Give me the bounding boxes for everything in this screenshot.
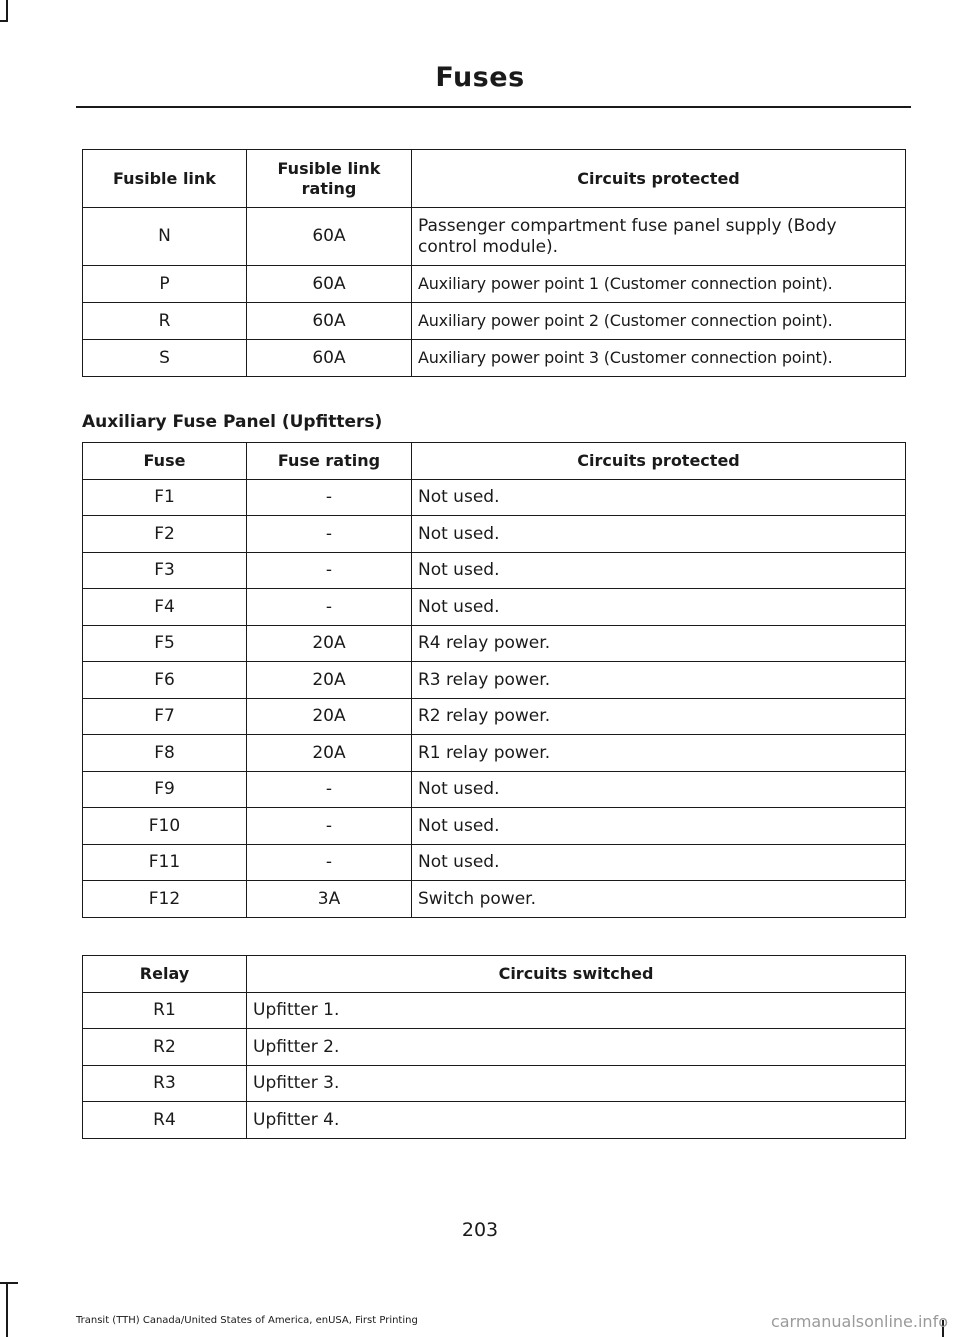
table-row: [83, 698, 906, 735]
column-header-relay: Relay: [83, 956, 247, 993]
circuit-protected: Not used.: [412, 808, 906, 845]
fuse-rating: 20A: [247, 735, 412, 772]
circuit-protected: R2 relay power.: [412, 698, 906, 735]
fusible-link-id: P: [83, 266, 247, 303]
column-header-fusible-link-rating: Fusible link rating: [247, 150, 412, 208]
crop-mark-top-left-h: [0, 20, 8, 22]
crop-mark-bottom-left: [6, 1282, 8, 1337]
circuit-switched: Upfitter 3.: [247, 1065, 906, 1102]
watermark: carmanualsonline.info: [770, 1312, 948, 1331]
fuse-rating: -: [247, 808, 412, 845]
table-row: [83, 808, 906, 845]
fuse-rating: -: [247, 479, 412, 516]
circuit-protected: Auxiliary power point 2 (Customer connection point).: [412, 303, 906, 340]
relay-id: R2: [83, 1029, 247, 1066]
aux-fuse-table: [82, 442, 906, 918]
circuit-protected: Not used.: [412, 771, 906, 808]
circuit-protected: Auxiliary power point 1 (Customer connection point).: [412, 266, 906, 303]
fuse-rating: -: [247, 552, 412, 589]
table-row: [83, 340, 906, 377]
table-row: [83, 1029, 906, 1066]
table-row: [83, 771, 906, 808]
page-number: 203: [461, 1219, 499, 1241]
fuse-id: F11: [83, 844, 247, 881]
fuse-id: F9: [83, 771, 247, 808]
fuse-id: F1: [83, 479, 247, 516]
table-row: [83, 589, 906, 626]
column-header-circuits-protected: Circuits protected: [412, 443, 906, 480]
fusible-link-id: N: [83, 208, 247, 266]
fuse-id: F7: [83, 698, 247, 735]
circuit-switched: Upfitter 4.: [247, 1102, 906, 1139]
crop-mark-bottom-left-h: [0, 1282, 18, 1284]
fuse-id: F4: [83, 589, 247, 626]
column-header-circuits-protected: Circuits protected: [412, 150, 906, 208]
fuse-rating: -: [247, 771, 412, 808]
circuit-protected: R3 relay power.: [412, 662, 906, 699]
relay-table: [82, 955, 906, 1139]
table-row: [83, 992, 906, 1029]
column-header-fusible-link: Fusible link: [83, 150, 247, 208]
circuit-protected: Auxiliary power point 3 (Customer connection point).: [412, 340, 906, 377]
fuse-id: F5: [83, 625, 247, 662]
fusible-link-rating: 60A: [247, 340, 412, 377]
fuse-id: F3: [83, 552, 247, 589]
table-header-row: [83, 150, 906, 208]
fusible-link-rating: 60A: [247, 208, 412, 266]
page-title: Fuses: [435, 62, 525, 93]
table-row: [83, 303, 906, 340]
section-heading: Auxiliary Fuse Panel (Upfitters): [82, 412, 383, 432]
circuit-switched: Upfitter 1.: [247, 992, 906, 1029]
relay-id: R4: [83, 1102, 247, 1139]
column-header-circuits-switched: Circuits switched: [247, 956, 906, 993]
fuse-rating: -: [247, 589, 412, 626]
table-row: [83, 516, 906, 553]
table-row: [83, 479, 906, 516]
fuse-rating: 3A: [247, 881, 412, 918]
fuse-rating: 20A: [247, 662, 412, 699]
fuse-id: F8: [83, 735, 247, 772]
table-row: [83, 552, 906, 589]
table-row: [83, 662, 906, 699]
column-header-fuse: Fuse: [83, 443, 247, 480]
circuit-protected: Not used.: [412, 552, 906, 589]
circuit-protected: Switch power.: [412, 881, 906, 918]
fuse-rating: -: [247, 844, 412, 881]
table-row: [83, 1065, 906, 1102]
table-header-row: [83, 443, 906, 480]
circuit-protected: R4 relay power.: [412, 625, 906, 662]
header-divider: [76, 106, 911, 108]
fuse-id: F12: [83, 881, 247, 918]
table-row: [83, 625, 906, 662]
fuse-rating: -: [247, 516, 412, 553]
circuit-protected: Not used.: [412, 516, 906, 553]
circuit-protected: R1 relay power.: [412, 735, 906, 772]
fusible-link-id: R: [83, 303, 247, 340]
circuit-switched: Upfitter 2.: [247, 1029, 906, 1066]
circuit-protected: Not used.: [412, 589, 906, 626]
table-row: [83, 266, 906, 303]
fuse-id: F6: [83, 662, 247, 699]
table-row: [83, 1102, 906, 1139]
relay-id: R1: [83, 992, 247, 1029]
table-row: [83, 735, 906, 772]
fusible-link-rating: 60A: [247, 266, 412, 303]
table-header-row: [83, 956, 906, 993]
circuit-protected: Passenger compartment fuse panel supply (Body control module).: [412, 208, 906, 266]
fusible-link-rating: 60A: [247, 303, 412, 340]
crop-mark-top-left: [6, 0, 8, 22]
table-row: [83, 208, 906, 266]
fuse-rating: 20A: [247, 625, 412, 662]
table-row: [83, 881, 906, 918]
relay-id: R3: [83, 1065, 247, 1102]
fusible-link-table: [82, 149, 906, 377]
fuse-id: F10: [83, 808, 247, 845]
circuit-protected: Not used.: [412, 479, 906, 516]
fuse-rating: 20A: [247, 698, 412, 735]
column-header-fuse-rating: Fuse rating: [247, 443, 412, 480]
fuse-id: F2: [83, 516, 247, 553]
fusible-link-id: S: [83, 340, 247, 377]
table-row: [83, 844, 906, 881]
footer-text: Transit (TTH) Canada/United States of America, enUSA, First Printing: [76, 1315, 418, 1326]
circuit-protected: Not used.: [412, 844, 906, 881]
